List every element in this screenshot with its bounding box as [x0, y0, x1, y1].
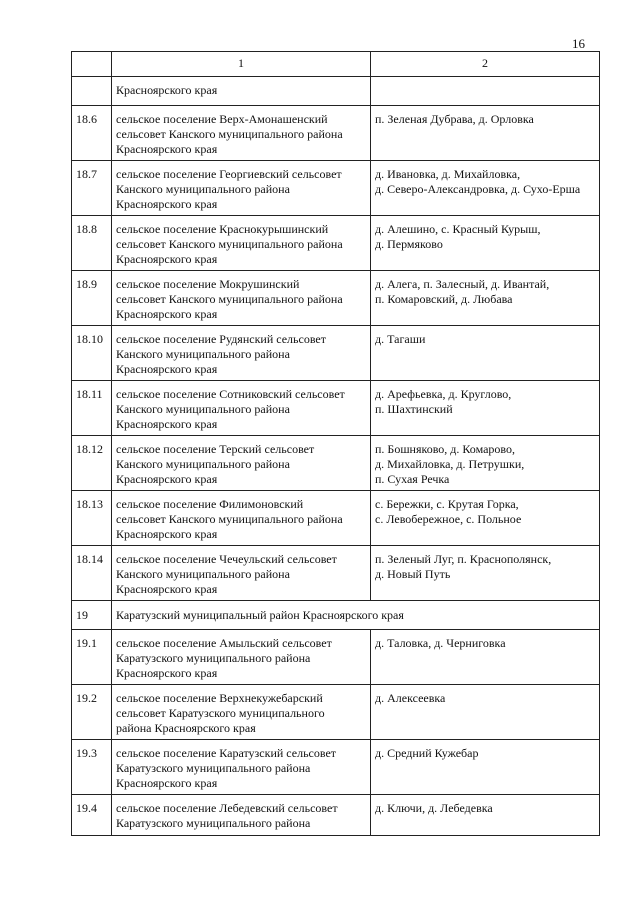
settlement-name-line: Канского муниципального района — [116, 457, 290, 471]
settlement-name-cell — [112, 685, 371, 740]
table-row — [72, 216, 600, 271]
settlement-name-line: сельское поселение Мокрушинский — [116, 277, 300, 291]
settlement-name-line: сельсовет Канского муниципального района — [116, 512, 343, 526]
place-line: д. Михайловка, д. Петрушки, — [375, 457, 525, 471]
settlement-name-line: Красноярского края — [116, 252, 218, 266]
place-line: п. Зеленая Дубрава, д. Орловка — [375, 112, 534, 126]
places-cell — [371, 491, 600, 546]
table-row — [72, 740, 600, 795]
settlement-name-line: Красноярского края — [116, 776, 218, 790]
row-number: 18.14 — [72, 546, 112, 601]
table-row — [72, 326, 600, 381]
header-cell-num — [72, 52, 112, 77]
settlement-name-line: сельское поселение Амыльский сельсовет — [116, 636, 332, 650]
place-line: д. Ключи, д. Лебедевка — [375, 801, 493, 815]
row-number: 18.10 — [72, 326, 112, 381]
settlement-name-line: Каратузского муниципального района — [116, 651, 311, 665]
page-number: 16 — [572, 36, 585, 51]
places-cell — [371, 326, 600, 381]
settlement-name-line: Красноярского края — [116, 666, 218, 680]
row-number: 19.4 — [72, 795, 112, 836]
settlement-name-cell — [112, 546, 371, 601]
settlement-name-line: сельское поселение Георгиевский сельсовет — [116, 167, 342, 181]
settlement-name-line: Красноярского края — [116, 197, 218, 211]
place-line: д. Пермяково — [375, 237, 443, 251]
table-header-row — [72, 52, 600, 77]
settlement-name-line: сельсовет Каратузского муниципального — [116, 706, 325, 720]
place-line: д. Средний Кужебар — [375, 746, 479, 760]
settlement-name-cell — [112, 381, 371, 436]
settlement-name-cell — [112, 106, 371, 161]
settlement-name-cell — [112, 161, 371, 216]
section-number: 19 — [72, 601, 112, 630]
settlement-name-line: Красноярского края — [116, 527, 218, 541]
places-cell — [371, 546, 600, 601]
table-row — [72, 436, 600, 491]
section-title: Каратузский муниципальный район Красноярского края — [112, 601, 600, 630]
row-number: 18.12 — [72, 436, 112, 491]
table-row — [72, 381, 600, 436]
places-cell — [371, 161, 600, 216]
table-row — [72, 795, 600, 836]
row-number: 18.8 — [72, 216, 112, 271]
settlement-name-cell — [112, 271, 371, 326]
settlement-name-line: Красноярского края — [116, 472, 218, 486]
places-cell — [371, 740, 600, 795]
settlement-name-line: Канского муниципального района — [116, 347, 290, 361]
settlement-name-line: Канского муниципального района — [116, 182, 290, 196]
settlement-name-line: сельское поселение Каратузский сельсовет — [116, 746, 337, 760]
settlement-name-line: сельское поселение Чечеульский сельсовет — [116, 552, 337, 566]
places-cell — [371, 795, 600, 836]
place-line: д. Арефьевка, д. Круглово, — [375, 387, 512, 401]
places-cell — [371, 436, 600, 491]
settlement-name-line: Красноярского края — [116, 142, 218, 156]
place-line: с. Бережки, с. Крутая Горка, — [375, 497, 519, 511]
settlement-name-line: сельсовет Канского муниципального района — [116, 292, 343, 306]
place-line: д. Алега, п. Залесный, д. Ивантай, — [375, 277, 550, 291]
place-line: с. Левобережное, с. Польное — [375, 512, 522, 526]
row-number: 19.1 — [72, 630, 112, 685]
table-row — [72, 630, 600, 685]
place-line: п. Зеленый Луг, п. Краснополянск, — [375, 552, 552, 566]
settlement-name-line: Канского муниципального района — [116, 567, 290, 581]
row-number: 18.9 — [72, 271, 112, 326]
place-line: д. Алексеевка — [375, 691, 446, 705]
settlement-name-line: сельсовет Канского муниципального района — [116, 127, 343, 141]
settlement-name-line: сельское поселение Верхнекужебарский — [116, 691, 323, 705]
row-number: 19.3 — [72, 740, 112, 795]
settlement-name-cell — [112, 740, 371, 795]
row-number: 18.7 — [72, 161, 112, 216]
settlement-name-line: Красноярского края — [116, 417, 218, 431]
settlement-name-line: Красноярского края — [116, 582, 218, 596]
row-number: 18.6 — [72, 106, 112, 161]
settlement-name-cell — [112, 795, 371, 836]
place-line: п. Бошняково, д. Комарово, — [375, 442, 516, 456]
settlement-name-cell — [112, 216, 371, 271]
settlement-name-line: сельское поселение Краснокурышинский — [116, 222, 329, 236]
place-line: п. Сухая Речка — [375, 472, 450, 486]
continuation-row — [72, 77, 600, 106]
continuation-num-cell — [72, 77, 112, 106]
settlement-name-line: сельское поселение Рудянский сельсовет — [116, 332, 326, 346]
section-row — [72, 601, 600, 630]
settlement-name-line: сельское поселение Филимоновский — [116, 497, 304, 511]
settlement-name-line: Каратузского муниципального района — [116, 761, 311, 775]
place-line: д. Новый Путь — [375, 567, 451, 581]
settlement-name-line: сельское поселение Сотниковский сельсовет — [116, 387, 345, 401]
row-number: 18.13 — [72, 491, 112, 546]
table-row — [72, 106, 600, 161]
settlement-name-line: Красноярского края — [116, 307, 218, 321]
place-line: д. Тагаши — [375, 332, 426, 346]
continuation-name-cell: Красноярского края — [112, 77, 371, 106]
place-line: п. Комаровский, д. Любава — [375, 292, 513, 306]
places-cell — [371, 216, 600, 271]
continuation-places-cell — [371, 77, 600, 106]
settlement-name-line: Красноярского края — [116, 362, 218, 376]
table-row — [72, 271, 600, 326]
row-number: 18.11 — [72, 381, 112, 436]
places-cell — [371, 271, 600, 326]
settlement-name-cell — [112, 436, 371, 491]
settlement-name-line: Каратузского муниципального района — [116, 816, 311, 830]
table-row — [72, 161, 600, 216]
settlement-name-cell — [112, 630, 371, 685]
settlement-name-line: сельское поселение Верх-Амонашенский — [116, 112, 328, 126]
header-cell-2: 2 — [371, 52, 600, 77]
place-line: д. Таловка, д. Черниговка — [375, 636, 506, 650]
settlement-name-line: сельсовет Канского муниципального района — [116, 237, 343, 251]
place-line: д. Северо-Александровка, д. Сухо-Ерша — [375, 182, 581, 196]
table-row — [72, 491, 600, 546]
header-cell-1: 1 — [112, 52, 371, 77]
settlement-name-line: Канского муниципального района — [116, 402, 290, 416]
settlement-name-line: сельское поселение Терский сельсовет — [116, 442, 315, 456]
settlement-name-line: сельское поселение Лебедевский сельсовет — [116, 801, 338, 815]
place-line: д. Ивановка, д. Михайловка, — [375, 167, 521, 181]
places-cell — [371, 630, 600, 685]
table-row — [72, 685, 600, 740]
places-cell — [371, 381, 600, 436]
places-cell — [371, 106, 600, 161]
settlements-table-body — [72, 52, 600, 836]
place-line: д. Алешино, с. Красный Курыш, — [375, 222, 541, 236]
places-cell — [371, 685, 600, 740]
row-number: 19.2 — [72, 685, 112, 740]
settlements-table — [71, 51, 600, 836]
settlement-name-line: района Красноярского края — [116, 721, 256, 735]
settlement-name-cell — [112, 491, 371, 546]
place-line: п. Шахтинский — [375, 402, 453, 416]
table-row — [72, 546, 600, 601]
settlement-name-cell — [112, 326, 371, 381]
